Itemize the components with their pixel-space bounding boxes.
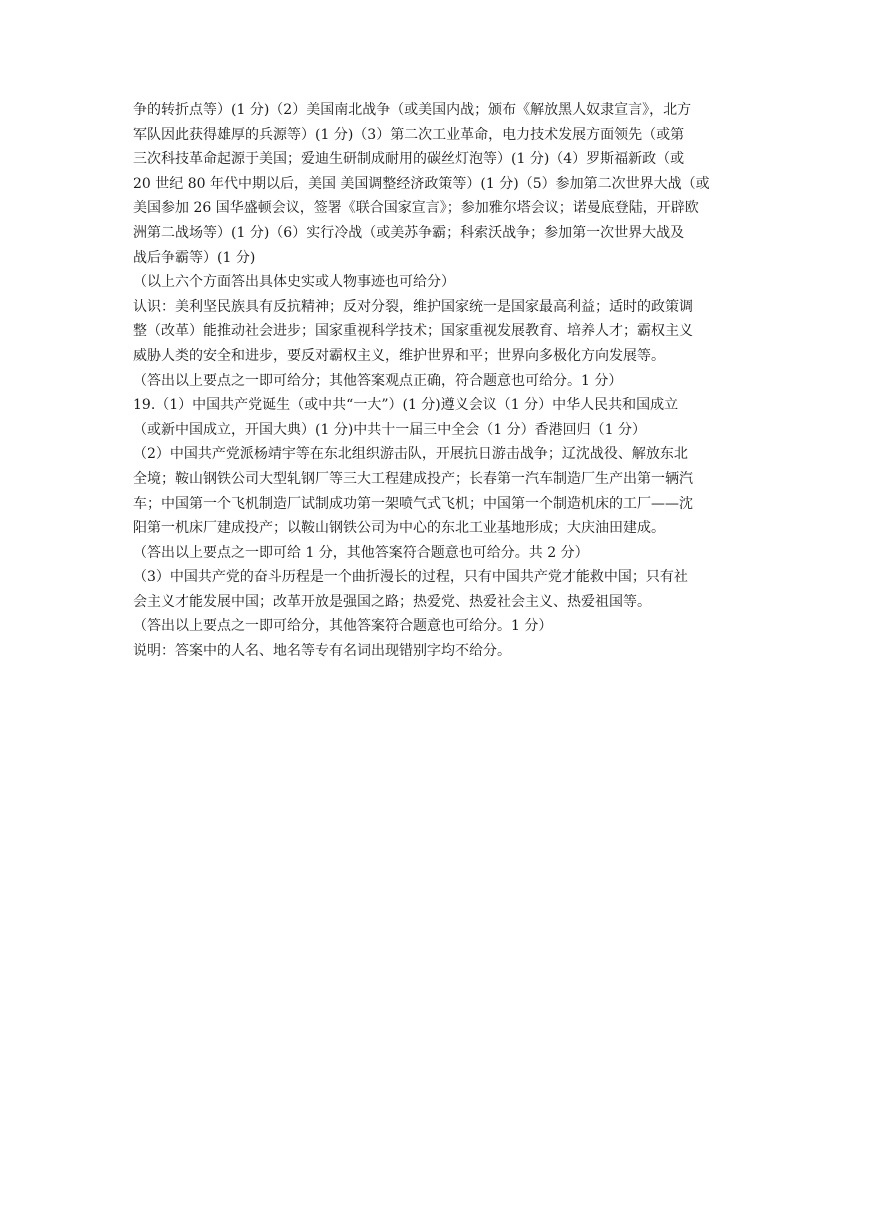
text-line: 说明：答案中的人名、地名等专有名词出现错别字均不给分。 xyxy=(133,643,511,660)
text-line: （或新中国成立，开国大典）(1 分)中共十一届三中全会（1 分）香港回归（1 分） xyxy=(133,421,646,438)
text-line: 20 世纪 80 年代中期以后，美国 美国调整经济政策等）(1 分)（5）参加第二次世界大战（或 xyxy=(133,175,710,192)
text-line: （2）中国共产党派杨靖宇等在东北组织游击队，开展抗日游击战争；辽沈战役、解放东北 xyxy=(133,446,688,463)
answer-text-block xyxy=(133,98,745,664)
text-line: 洲第二战场等）(1 分)（6）实行冷战（或美苏争霸；科索沃战争；参加第一次世界大战及 xyxy=(133,224,685,241)
text-line: （答出以上要点之一即可给 1 分，其他答案符合题意也可给分。共 2 分） xyxy=(133,544,589,561)
text-line: 全境；鞍山钢铁公司大型轧钢厂等三大工程建成投产；长春第一汽车制造厂生产出第一辆汽 xyxy=(133,470,693,487)
text-line: 阳第一机床厂建成投产；以鞍山钢铁公司为中心的东北工业基地形成；大庆油田建成。 xyxy=(133,520,665,537)
text-line: 战后争霸等）(1 分) xyxy=(133,249,256,266)
text-line: 争的转折点等）(1 分)（2）美国南北战争（或美国内战；颁布《解放黑人奴隶宣言》，北方 xyxy=(133,102,692,118)
text-line: （以上六个方面答出具体史实或人物事迹也可给分） xyxy=(133,274,455,291)
text-line: 会主义才能发展中国；改革开放是强国之路；热爱党、热爱社会主义、热爱祖国等。 xyxy=(133,593,651,610)
text-line: （答出以上要点之一即可给分；其他答案观点正确，符合题意也可给分。1 分） xyxy=(133,372,623,389)
text-line: （答出以上要点之一即可给分，其他答案符合题意也可给分。1 分） xyxy=(133,618,553,635)
text-line: 车；中国第一个飞机制造厂试制成功第一架喷气式飞机；中国第一个制造机床的工厂——沈 xyxy=(133,495,693,512)
text-line: 军队因此获得雄厚的兵源等）(1 分)（3）第二次工业革命，电力技术发展方面领先（或第 xyxy=(133,126,685,143)
text-line: 威胁人类的安全和进步，要反对霸权主义，维护世界和平；世界向多极化方向发展等。 xyxy=(133,347,665,364)
text-line: 美国参加 26 国华盛顿会议，签署《联合国家宣言》；参加雅尔塔会议；诺曼底登陆，开辟欧 xyxy=(133,200,699,217)
text-line: （3）中国共产党的奋斗历程是一个曲折漫长的过程，只有中国共产党才能救中国；只有社 xyxy=(133,569,688,586)
text-line: 三次科技革命起源于美国；爱迪生研制成耐用的碳丝灯泡等）(1 分)（4）罗斯福新政（或 xyxy=(133,151,685,168)
text-line: 19.（1）中国共产党诞生（或中共“一大”）(1 分)遵义会议（1 分）中华人民共和国成立 xyxy=(133,397,679,414)
text-line: 整（改革）能推动社会进步；国家重视科学技术；国家重视发展教育、培养人才；霸权主义 xyxy=(133,323,693,340)
text-line: 认识：美利坚民族具有反抗精神；反对分裂，维护国家统一是国家最高利益；适时的政策调 xyxy=(133,298,693,315)
